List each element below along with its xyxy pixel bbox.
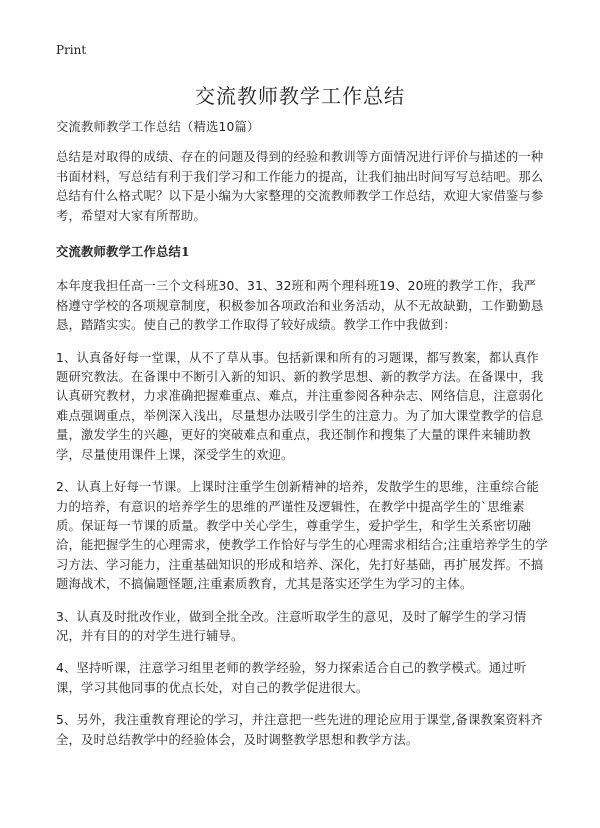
section-heading: 交流教师教学工作总结1: [56, 244, 190, 260]
print-link[interactable]: Print: [56, 43, 87, 57]
page-title: 交流教师教学工作总结: [195, 84, 405, 108]
body-paragraph: 本年度我担任高一三个文科班30、31、32班和两个理科班19、20班的教学工作，我严格遵守学校的各项规章制度，积极参加各项政治和业务活动，从不无故缺勤，工作勤勤恳恳，踏踏实实。使自己的教学工作取得了较好成绩。教学工作中我做到：: [56, 279, 544, 333]
body-paragraph: 4、坚持听课，注意学习组里老师的教学经验，努力探索适合自己的教学模式。通过听课，学习其他同事的优点长处，对自己的教学促进很大。: [56, 661, 527, 695]
body-paragraph: 2、认真上好每一节课。上课时注重学生创新精神的培养，发散学生的思维，注重综合能力的培养，有意识的培养学生的思维的严谨性及逻辑性，在教学中提高学生的`思维素质。保证每一节课的质量。教学中关心学生，尊重学生，爱护学生，和学生关系密切融洽，能把握学生的心理需求，使教学工作恰好与学生的心理需求相结合;注重培养学生的学习方法、学习能力，注重基础知识的形成和培养、深化，先打好基础，再扩展发挥。不搞题海战术，不搞偏题怪题,注重素质教育，尤其是落实还学生为学习的主体。: [56, 480, 548, 592]
body-paragraph: 5、另外，我注重教育理论的学习，并注意把一些先进的理论应用于课堂,备课教案资料齐全，及时总结教学中的经验体会，及时调整教学思想和教学方法。: [56, 713, 544, 747]
document-body: [56, 118, 548, 763]
document-subtitle: 交流教师教学工作总结（精选10篇）: [56, 120, 260, 134]
body-paragraph: 1、认真备好每一堂课，从不了草从事。包括新课和所有的习题课，都写教案，都认真作题研究教法。在备课中不断引入新的知识、新的教学思想、新的教学方法。在备课中，我认真研究教材，力求准确把握难重点、难点，并注重参阅各种杂志、网络信息，注意弱化难点强调重点，举例深入浅出，尽量想办法吸引学生的注意力。为了加大课堂教学的信息量，激发学生的兴趣，更好的突破难点和重点，我还制作和搜集了大量的课件来辅助教学，尽量使用课件上课，深受学生的欢迎。: [56, 350, 544, 462]
body-paragraph: 3、认真及时批改作业，做到全批全改。注意听取学生的意见，及时了解学生的学习情况，并有目的的对学生进行辅导。: [56, 609, 527, 643]
intro-paragraph: 总结是对取得的成绩、存在的问题及得到的经验和教训等方面情况进行评价与描述的一种书面材料，写总结有利于我们学习和工作能力的提高，让我们抽出时间写写总结吧。那么总结有什么格式呢？以下是小编为大家整理的交流教师教学工作总结，欢迎大家借鉴与参考，希望对大家有所帮助。: [56, 150, 544, 223]
